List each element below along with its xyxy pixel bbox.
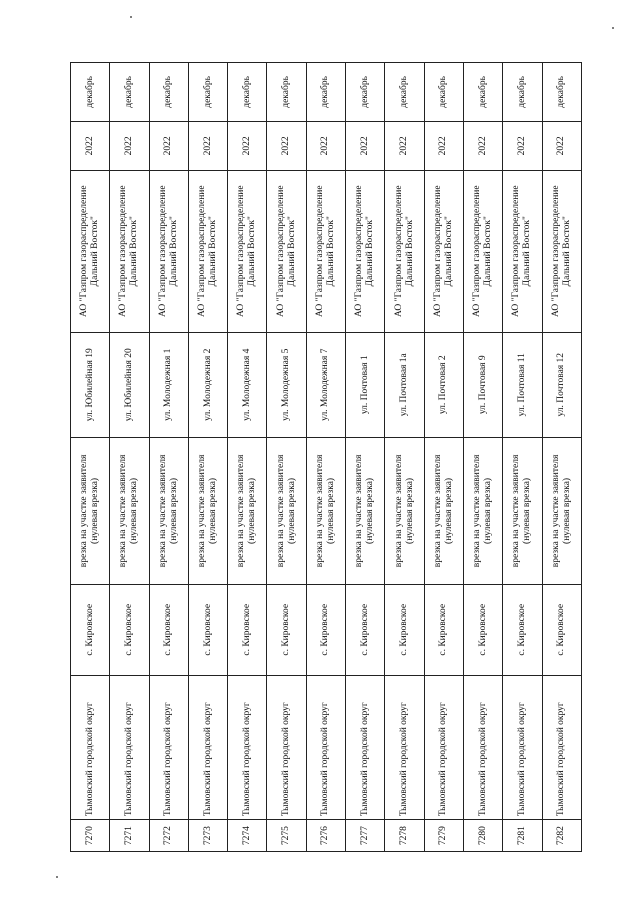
year-cell: 2022 xyxy=(71,121,110,170)
table-row xyxy=(385,63,424,852)
table-row xyxy=(503,63,542,852)
year-cell: 2022 xyxy=(424,121,463,170)
municipality-cell: Тымовский городской округ xyxy=(463,675,502,820)
month-cell: декабрь xyxy=(385,63,424,122)
work-type-cell: врезка на участке заявителя (нулевая врезка) xyxy=(424,437,463,584)
month-cell: декабрь xyxy=(110,63,149,122)
address-cell: ул. Молодежная 4 xyxy=(228,332,267,437)
scan-speck xyxy=(130,16,132,18)
municipality-cell: Тымовский городской округ xyxy=(228,675,267,820)
address-cell: ул. Молодежная 7 xyxy=(306,332,345,437)
row-number: 7273 xyxy=(188,820,227,852)
organization-cell: АО "Газпром газораспределение Дальний Восток" xyxy=(228,170,267,332)
address-cell: ул. Почтовая 9 xyxy=(463,332,502,437)
work-type-cell: врезка на участке заявителя (нулевая врезка) xyxy=(188,437,227,584)
work-type-cell: врезка на участке заявителя (нулевая врезка) xyxy=(463,437,502,584)
month-cell: декабрь xyxy=(306,63,345,122)
work-type-cell: врезка на участке заявителя (нулевая врезка) xyxy=(267,437,306,584)
month-cell: декабрь xyxy=(463,63,502,122)
address-cell: ул. Молодежная 2 xyxy=(188,332,227,437)
municipality-cell: Тымовский городской округ xyxy=(267,675,306,820)
year-cell: 2022 xyxy=(385,121,424,170)
settlement-cell: с. Кировское xyxy=(424,584,463,675)
year-cell: 2022 xyxy=(503,121,542,170)
year-cell: 2022 xyxy=(346,121,385,170)
row-number: 7282 xyxy=(542,820,581,852)
work-type-cell: врезка на участке заявителя (нулевая врезка) xyxy=(503,437,542,584)
year-cell: 2022 xyxy=(149,121,188,170)
row-number: 7275 xyxy=(267,820,306,852)
organization-cell: АО "Газпром газораспределение Дальний Восток" xyxy=(149,170,188,332)
organization-cell: АО "Газпром газораспределение Дальний Восток" xyxy=(267,170,306,332)
table-row xyxy=(228,63,267,852)
table-row xyxy=(306,63,345,852)
year-cell: 2022 xyxy=(306,121,345,170)
settlement-cell: с. Кировское xyxy=(110,584,149,675)
table-body xyxy=(71,63,582,852)
settlement-cell: с. Кировское xyxy=(503,584,542,675)
municipality-cell: Тымовский городской округ xyxy=(346,675,385,820)
work-type-cell: врезка на участке заявителя (нулевая врезка) xyxy=(228,437,267,584)
organization-cell: АО "Газпром газораспределение Дальний Восток" xyxy=(503,170,542,332)
month-cell: декабрь xyxy=(188,63,227,122)
month-cell: декабрь xyxy=(346,63,385,122)
work-type-cell: врезка на участке заявителя (нулевая врезка) xyxy=(110,437,149,584)
organization-cell: АО "Газпром газораспределение Дальний Восток" xyxy=(542,170,581,332)
municipality-cell: Тымовский городской округ xyxy=(188,675,227,820)
row-number: 7270 xyxy=(71,820,110,852)
organization-cell: АО "Газпром газораспределение Дальний Восток" xyxy=(306,170,345,332)
address-cell: ул. Юбилейная 20 xyxy=(110,332,149,437)
organization-cell: АО "Газпром газораспределение Дальний Восток" xyxy=(110,170,149,332)
month-cell: декабрь xyxy=(424,63,463,122)
month-cell: декабрь xyxy=(267,63,306,122)
work-type-cell: врезка на участке заявителя (нулевая врезка) xyxy=(346,437,385,584)
row-number: 7274 xyxy=(228,820,267,852)
address-cell: ул. Юбилейная 19 xyxy=(71,332,110,437)
scan-speck xyxy=(56,876,58,878)
organization-cell: АО "Газпром газораспределение Дальний Восток" xyxy=(346,170,385,332)
row-number: 7278 xyxy=(385,820,424,852)
table-row xyxy=(188,63,227,852)
address-cell: ул. Почтовая 2 xyxy=(424,332,463,437)
row-number: 7276 xyxy=(306,820,345,852)
table-row xyxy=(463,63,502,852)
settlement-cell: с. Кировское xyxy=(306,584,345,675)
organization-cell: АО "Газпром газораспределение Дальний Восток" xyxy=(385,170,424,332)
month-cell: декабрь xyxy=(149,63,188,122)
month-cell: декабрь xyxy=(71,63,110,122)
settlement-cell: с. Кировское xyxy=(228,584,267,675)
month-cell: декабрь xyxy=(503,63,542,122)
table-row xyxy=(542,63,581,852)
row-number: 7279 xyxy=(424,820,463,852)
municipality-cell: Тымовский городской округ xyxy=(503,675,542,820)
municipality-cell: Тымовский городской округ xyxy=(306,675,345,820)
row-number: 7281 xyxy=(503,820,542,852)
municipality-cell: Тымовский городской округ xyxy=(149,675,188,820)
row-number: 7280 xyxy=(463,820,502,852)
rotated-table-wrapper xyxy=(70,62,582,852)
month-cell: декабрь xyxy=(228,63,267,122)
work-type-cell: врезка на участке заявителя (нулевая врезка) xyxy=(385,437,424,584)
work-type-cell: врезка на участке заявителя (нулевая врезка) xyxy=(71,437,110,584)
settlement-cell: с. Кировское xyxy=(463,584,502,675)
address-cell: ул. Молодежная 1 xyxy=(149,332,188,437)
settlement-cell: с. Кировское xyxy=(149,584,188,675)
year-cell: 2022 xyxy=(267,121,306,170)
address-cell: ул. Почтовая 1 xyxy=(346,332,385,437)
row-number: 7272 xyxy=(149,820,188,852)
year-cell: 2022 xyxy=(228,121,267,170)
organization-cell: АО "Газпром газораспределение Дальний Восток" xyxy=(188,170,227,332)
address-cell: ул. Молодежная 5 xyxy=(267,332,306,437)
row-number: 7277 xyxy=(346,820,385,852)
municipality-cell: Тымовский городской округ xyxy=(110,675,149,820)
settlement-cell: с. Кировское xyxy=(71,584,110,675)
year-cell: 2022 xyxy=(542,121,581,170)
year-cell: 2022 xyxy=(463,121,502,170)
address-cell: ул. Почтовая 11 xyxy=(503,332,542,437)
work-type-cell: врезка на участке заявителя (нулевая врезка) xyxy=(149,437,188,584)
gasification-table xyxy=(70,62,582,852)
work-type-cell: врезка на участке заявителя (нулевая врезка) xyxy=(306,437,345,584)
table-row xyxy=(71,63,110,852)
work-type-cell: врезка на участке заявителя (нулевая врезка) xyxy=(542,437,581,584)
table-row xyxy=(267,63,306,852)
table-row xyxy=(424,63,463,852)
organization-cell: АО "Газпром газораспределение Дальний Восток" xyxy=(71,170,110,332)
settlement-cell: с. Кировское xyxy=(385,584,424,675)
address-cell: ул. Почтовая 12 xyxy=(542,332,581,437)
row-number: 7271 xyxy=(110,820,149,852)
month-cell: декабрь xyxy=(542,63,581,122)
table-row xyxy=(346,63,385,852)
scan-speck xyxy=(612,27,614,29)
organization-cell: АО "Газпром газораспределение Дальний Восток" xyxy=(424,170,463,332)
address-cell: ул. Почтовая 1а xyxy=(385,332,424,437)
organization-cell: АО "Газпром газораспределение Дальний Восток" xyxy=(463,170,502,332)
table-row xyxy=(110,63,149,852)
municipality-cell: Тымовский городской округ xyxy=(424,675,463,820)
municipality-cell: Тымовский городской округ xyxy=(385,675,424,820)
settlement-cell: с. Кировское xyxy=(542,584,581,675)
municipality-cell: Тымовский городской округ xyxy=(542,675,581,820)
municipality-cell: Тымовский городской округ xyxy=(71,675,110,820)
settlement-cell: с. Кировское xyxy=(267,584,306,675)
table-row xyxy=(149,63,188,852)
settlement-cell: с. Кировское xyxy=(188,584,227,675)
year-cell: 2022 xyxy=(188,121,227,170)
year-cell: 2022 xyxy=(110,121,149,170)
settlement-cell: с. Кировское xyxy=(346,584,385,675)
